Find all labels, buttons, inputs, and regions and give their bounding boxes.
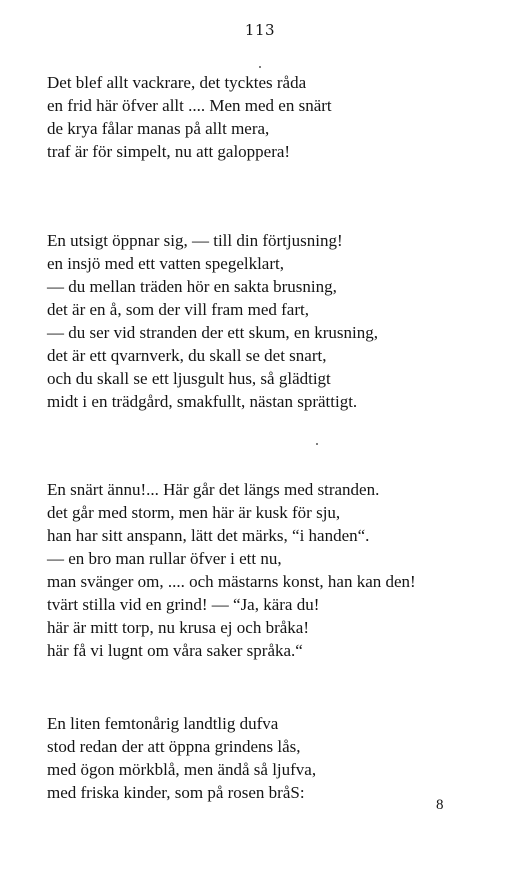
poem-line: med friska kinder, som på rosen bråS: <box>47 783 305 802</box>
poem-line: det är en å, som der vill fram med fart, <box>47 300 309 319</box>
poem-line: stod redan der att öppna grindens lås, <box>47 737 301 756</box>
signature-mark: 8 <box>436 797 444 813</box>
poem-line: tvärt stilla vid en grind! — “Ja, kära du! <box>47 595 320 614</box>
poem-line: En utsigt öppnar sig, — till din förtjusning! <box>47 231 343 250</box>
poem-line: — du mellan träden hör en sakta brusning, <box>47 277 337 296</box>
poem-line: en frid här öfver allt .... Men med en snärt <box>47 96 332 115</box>
poem-line: midt i en trädgård, smakfullt, nästan sprättigt. <box>47 392 358 411</box>
poem-line: och du skall se ett ljusgult hus, så glädtigt <box>47 369 331 388</box>
poem-line: — en bro man rullar öfver i ett nu, <box>47 549 282 568</box>
poem-line: det är ett qvarnverk, du skall se det snart, <box>47 346 327 365</box>
poem-line: En snärt ännu!... Här går det längs med stranden. <box>47 480 380 499</box>
poem-line: En liten femtonårig landtlig dufva <box>47 714 279 733</box>
print-speck <box>259 66 261 68</box>
poem-line: man svänger om, .... och mästarns konst, han kan den! <box>47 572 416 591</box>
page-number: 113 <box>244 21 276 39</box>
stanza <box>47 229 487 413</box>
stanza <box>47 712 487 804</box>
poem-line: det går med storm, men här är kusk för sju, <box>47 503 341 522</box>
poem-line: — du ser vid stranden der ett skum, en krusning, <box>47 323 378 342</box>
poem-line: de krya fålar manas på allt mera, <box>47 119 270 138</box>
poem-line: med ögon mörkblå, men ändå så ljufva, <box>47 760 317 779</box>
poem-line: Det blef allt vackrare, det tycktes råda <box>47 73 307 92</box>
poem-line: traf är för simpelt, nu att galoppera! <box>47 142 291 161</box>
poem-line: här få vi lugnt om våra saker språka.“ <box>47 641 303 660</box>
poem-line: här är mitt torp, nu krusa ej och bråka! <box>47 618 309 637</box>
stanza <box>47 478 487 662</box>
print-speck <box>316 443 318 445</box>
poem-line: han har sitt anspann, lätt det märks, “i handen“. <box>47 526 370 545</box>
poem-line: en insjö med ett vatten spegelklart, <box>47 254 284 273</box>
stanza <box>47 71 487 163</box>
